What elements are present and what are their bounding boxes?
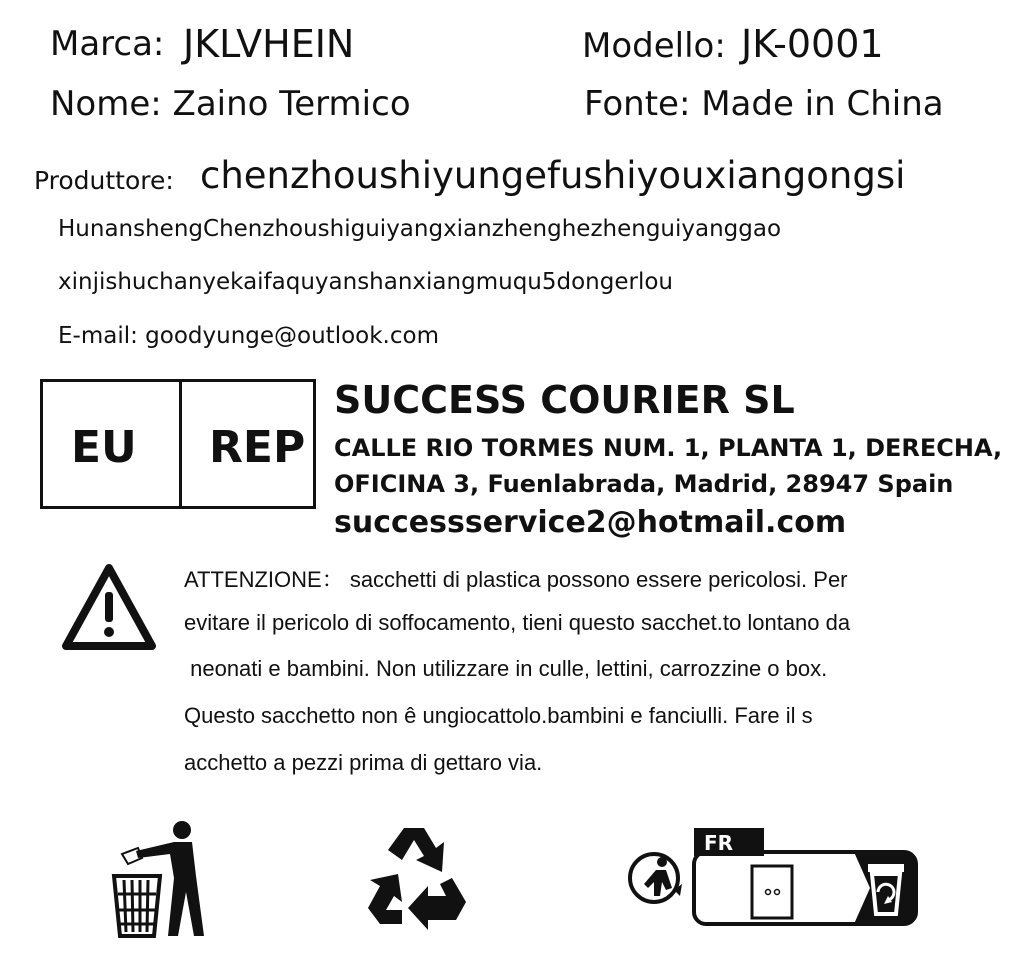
brand-value: JKLVHEIN [183,22,355,66]
model-label: Modello: [582,26,726,66]
producer-name: chenzhoushiyungefushiyouxiangongsi [200,154,906,197]
producer-address-line-1: HunanshengChenzhoushiguiyangxianzhenghezhenguiyanggao [58,216,782,242]
rep-label: REP [209,422,306,473]
warning-line-3: neonati e bambini. Non utilizzare in culle, lettini, carrozzine o box. [184,656,828,681]
warning-triangle-icon [60,562,158,654]
triman-info-icon [626,826,922,928]
rep-address-line-1: CALLE RIO TORMES NUM. 1, PLANTA 1, DERECHA, [334,434,1003,462]
producer-label: Produttore: [34,166,174,195]
product-name: Nome: Zaino Termico [50,84,411,124]
rep-company-name: SUCCESS COURIER SL [334,378,795,422]
eu-label: EU [71,422,137,473]
recycle-icon [358,824,478,930]
warning-line-2: evitare il pericolo di soffocamento, tieni questo sacchet.to lontano da [184,610,851,635]
eu-rep-divider [179,382,182,506]
model-value: JK-0001 [741,22,884,66]
warning-line-5: acchetto a pezzi prima di gettaro via. [184,750,543,775]
rep-address-line-2: OFICINA 3, Fuenlabrada, Madrid, 28947 Spain [334,470,954,498]
producer-address-line-2: xinjishuchanyekaifaquyanshanxiangmuqu5dongerlou [58,269,673,295]
warning-line-4: Questo sacchetto non ê ungiocattolo.bambini e fanciulli. Fare il s [184,703,813,728]
tidy-man-bin-icon [108,818,212,942]
warning-line-1: ATTENZIONE： sacchetti di plastica possono essere pericolosi. Per [184,567,848,592]
brand-label: Marca: [50,24,165,64]
rep-email: successservice2@hotmail.com [334,505,847,540]
producer-email: E-mail: goodyunge@outlook.com [58,323,439,349]
triman-fr-label: FR [704,831,734,855]
eu-rep-box [40,379,316,509]
product-source: Fonte: Made in China [584,84,944,124]
